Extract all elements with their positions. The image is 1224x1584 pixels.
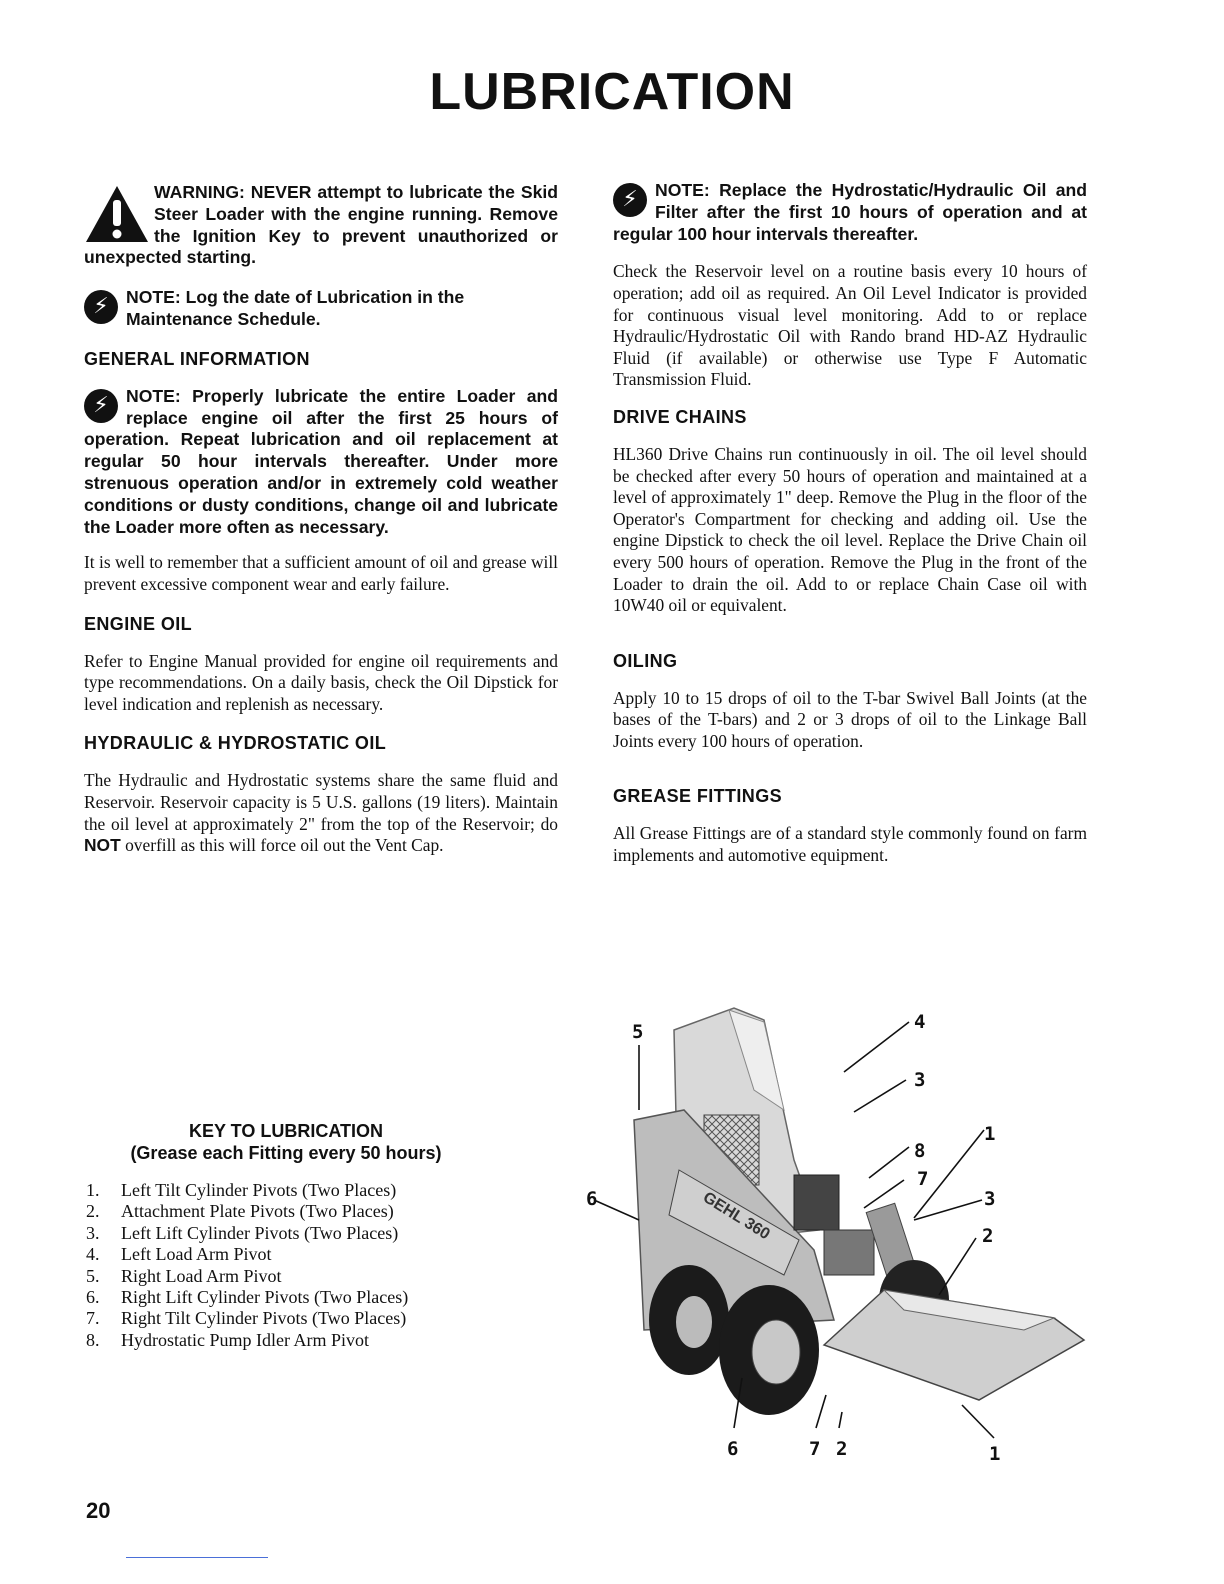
right-column xyxy=(613,178,1087,867)
lightning-note-icon: ⚡ xyxy=(84,389,118,423)
callout-label: 7 xyxy=(917,1168,929,1190)
key-item-number: 8. xyxy=(86,1329,100,1350)
key-item-text: Hydrostatic Pump Idler Arm Pivot xyxy=(121,1329,369,1350)
callout-label: 6 xyxy=(586,1188,598,1210)
general-body: It is well to remember that a sufficient amount of oil and grease will prevent excessive component wear and early failure. xyxy=(84,552,558,594)
key-item xyxy=(86,1223,486,1244)
callout-label: 1 xyxy=(984,1123,996,1145)
hydraulic-body-part-1: The Hydraulic and Hydrostatic systems share the same fluid and Reservoir. Reservoir capacity is 5 U.S. gallons (19 liters). Maintain the oil level at approximately 2" from the top of the Reservoir; do xyxy=(84,770,558,834)
note-log-text: NOTE: Log the date of Lubrication in the Maintenance Schedule. xyxy=(126,287,465,329)
oiling-heading: OILING xyxy=(613,650,678,671)
key-item-text: Right Load Arm Pivot xyxy=(121,1265,282,1286)
key-item-text: Right Lift Cylinder Pivots (Two Places) xyxy=(121,1287,409,1308)
hydro-note-text: NOTE: Replace the Hydrostatic/Hydraulic Oil and Filter after the first 10 hours of operation and at regular 100 hour intervals thereafter. xyxy=(613,180,1087,244)
key-item-number: 6. xyxy=(86,1287,100,1308)
lightning-note-icon: ⚡ xyxy=(84,290,118,324)
warning-block xyxy=(84,182,558,269)
drive-body: HL360 Drive Chains run continuously in oil. The oil level should be checked after every 50 hours of operation and maintained at a level of approximately 1" deep. Remove the Plug in the floor of the Operator's Compartment for checking and adding oil. Use the engine Dipstick to check the oil level. Replace the Drive Chain oil every 500 hours of operation. Remove the Plug in the front of the Loader to drain the oil. Add to or replace Chain Case oil with 10W40 oil or equivalent. xyxy=(613,443,1087,616)
callout-label: 2 xyxy=(982,1225,994,1247)
lightning-note-icon: ⚡ xyxy=(613,183,647,217)
page-title: LUBRICATION xyxy=(429,63,795,121)
general-heading: GENERAL INFORMATION xyxy=(84,348,310,369)
hydraulic-body-part-2: overfill as this will force oil out the Vent Cap. xyxy=(125,835,444,856)
key-item xyxy=(86,1180,486,1201)
key-item-text: Left Lift Cylinder Pivots (Two Places) xyxy=(121,1222,399,1243)
key-item-number: 2. xyxy=(86,1201,100,1222)
hydraulic-heading: HYDRAULIC & HYDROSTATIC OIL xyxy=(84,733,387,754)
drive-heading: DRIVE CHAINS xyxy=(613,406,747,427)
key-item-text: Right Tilt Cylinder Pivots (Two Places) xyxy=(121,1308,407,1329)
key-item-text: Left Load Arm Pivot xyxy=(121,1244,272,1265)
key-title: KEY TO LUBRICATION xyxy=(188,1121,383,1141)
skid-steer-loader-figure xyxy=(584,1000,1104,1475)
callout-label: 8 xyxy=(914,1140,926,1162)
lubrication-key xyxy=(86,1120,486,1351)
general-note-block xyxy=(84,386,558,539)
left-column xyxy=(84,178,558,857)
key-item xyxy=(86,1287,486,1308)
key-item xyxy=(86,1308,486,1329)
key-item xyxy=(86,1244,486,1265)
key-item xyxy=(86,1201,486,1222)
footer-rule xyxy=(126,1557,268,1558)
note-log-block xyxy=(84,287,558,331)
warning-text: WARNING: NEVER attempt to lubricate the Skid Steer Loader with the engine running. Remove the Ignition Key to prevent unauthorized or unexpected starting. xyxy=(84,182,558,268)
engine-heading: ENGINE OIL xyxy=(84,613,193,634)
callout-label: 3 xyxy=(914,1069,926,1091)
key-item xyxy=(86,1266,486,1287)
callout-label: 4 xyxy=(914,1011,926,1033)
callout-label: 1 xyxy=(989,1443,1001,1465)
key-subtitle: (Grease each Fitting every 50 hours) xyxy=(130,1143,442,1163)
hydraulic-body xyxy=(84,770,558,856)
loader-brand-label: GEHL 360 xyxy=(699,1188,773,1244)
grease-body: All Grease Fittings are of a standard style commonly found on farm implements and automotive equipment. xyxy=(613,823,1087,866)
callout-label: 3 xyxy=(984,1188,996,1210)
hydraulic-body-not: NOT xyxy=(84,835,121,856)
key-item-number: 7. xyxy=(86,1308,100,1329)
loader-bucket xyxy=(824,1290,1084,1400)
grease-heading: GREASE FITTINGS xyxy=(613,786,783,807)
callout-label: 2 xyxy=(836,1438,848,1460)
key-list xyxy=(86,1180,486,1351)
key-item-number: 5. xyxy=(86,1265,100,1286)
reservoir-body: Check the Reservoir level on a routine basis every 10 hours of operation; add oil as required. An Oil Level Indicator is provided for continuous visual level monitoring. Add to or replace Hydraulic/Hydrostatic Oil with Rando brand HD-AZ Hydraulic Fluid (if available) or otherwise use Type F Automatic Transmission Fluid. xyxy=(613,261,1087,390)
page-number: 20 xyxy=(86,1498,111,1523)
oiling-body: Apply 10 to 15 drops of oil to the T-bar Swivel Ball Joints (at the bases of the T-bars) and 2 or 3 drops of oil to the Linkage Ball Joints every 100 hours of operation. xyxy=(613,687,1087,751)
key-item-text: Attachment Plate Pivots (Two Places) xyxy=(121,1201,394,1222)
key-item-text: Left Tilt Cylinder Pivots (Two Places) xyxy=(121,1180,397,1200)
callout-label: 5 xyxy=(632,1021,644,1043)
key-item-number: 3. xyxy=(86,1222,100,1243)
key-item-number: 1. xyxy=(86,1180,100,1200)
callout-label: 6 xyxy=(727,1438,739,1460)
key-item-number: 4. xyxy=(86,1244,100,1265)
key-item xyxy=(86,1330,486,1351)
general-note-text: NOTE: Properly lubricate the entire Loader and replace engine oil after the first 25 hours of operation. Repeat lubrication and oil replacement at regular 50 hour intervals thereafter. Under more strenuous operation and/or in extremely cold weather conditions or dusty conditions, change oil and lubricate the Loader more often as necessary. xyxy=(84,385,558,537)
warning-triangle-icon xyxy=(84,184,150,244)
hydro-note-block xyxy=(613,180,1087,245)
engine-body: Refer to Engine Manual provided for engine oil requirements and type recommendations. On a daily basis, check the Oil Dipstick for level indication and replenish as necessary. xyxy=(84,650,558,714)
callout-label: 7 xyxy=(809,1438,821,1460)
